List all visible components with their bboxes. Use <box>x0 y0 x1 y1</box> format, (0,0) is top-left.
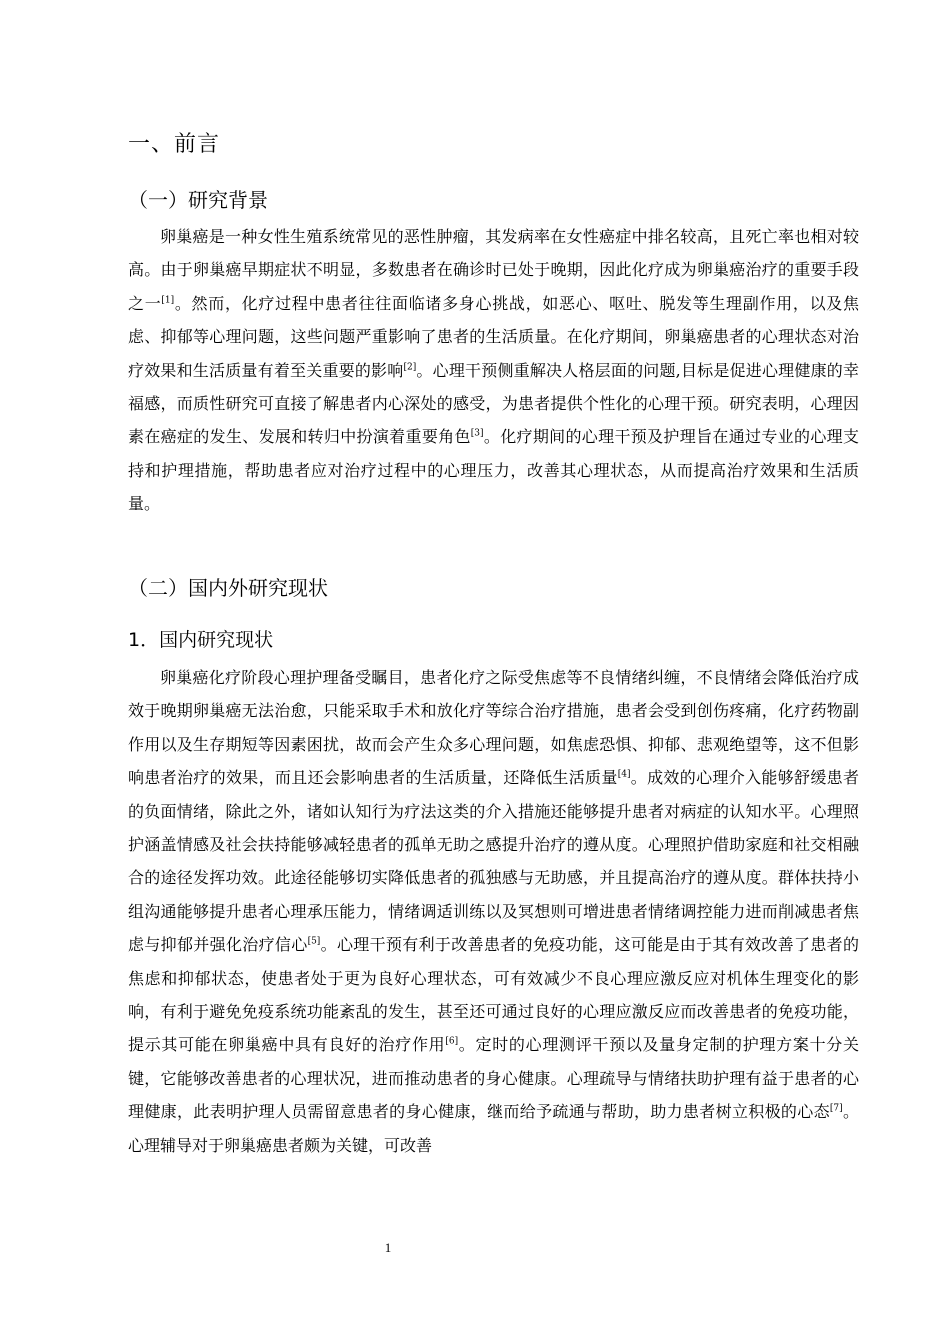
document-page <box>128 0 859 1344</box>
citation-ref: [5] <box>307 936 321 947</box>
page-number: 1 <box>384 1240 392 1255</box>
domestic-research-paragraph <box>128 661 859 1162</box>
citation-ref: [7] <box>829 1103 843 1114</box>
text-run: 。心理辅导对于卵巢癌患者颇为关键，可改善 <box>128 1102 859 1155</box>
chapter-heading: 一、前言 <box>128 132 221 157</box>
citation-ref: [2] <box>403 362 417 373</box>
citation-ref: [4] <box>617 769 631 780</box>
section-heading-background: （一）研究背景 <box>128 188 268 212</box>
section-heading-research-status: （二）国内外研究现状 <box>128 576 328 600</box>
subsection-heading-domestic: 1．国内研究现状 <box>128 629 274 651</box>
text-run: 。成效的心理介入能够舒缓患者的负面情绪，除此之外，诸如认知行为疗法这类的介入措施还能够提升患者对病症的认知水平。心理照护涵盖情感及社会扶持能够减轻患者的孤单无助之感提升治疗的遵从度。心理照护借助家庭和社交相融合的途径发挥功效。此途径能够切实降低患者的孤独感与无助感，并且提高治疗的遵从度。群体扶持小组沟通能够提升患者心理承压能力，情绪调适训练以及冥想则可增进患者情绪调控能力进而削减患者焦虑与抑郁并强化治疗信心 <box>128 768 859 955</box>
text-run: 卵巢癌化疗阶段心理护理备受瞩目，患者化疗之际受焦虑等不良情绪纠缠，不良情绪会降低治疗成效于晚期卵巢癌无法治愈，只能采取手术和放化疗等综合治疗措施，患者会受到创伤疼痛，化疗药物副作用以及生存期短等因素困扰，故而会产生众多心理问题，如焦虑恐惧、抑郁、悲观绝望等，这不但影响患者治疗的效果，而且还会影响患者的生活质量，还降低生活质量 <box>128 668 859 788</box>
text-run: 卵巢癌是一种女性生殖系统常见的恶性肿瘤，其发病率在女性癌症中排名较高，且死亡率也相对较高。由于卵巢癌早期症状不明显，多数患者在确诊时已处于晚期，因此化疗成为卵巢癌治疗的重要手段之一 <box>128 227 859 313</box>
citation-ref: [1] <box>161 295 175 306</box>
text-run: 。心理干预有利于改善患者的免疫功能，这可能是由于其有效改善了患者的焦虑和抑郁状态，使患者处于更为良好心理状态，可有效减少不良心理应激反应对机体生理变化的影响，有利于避免免疫系统功能紊乱的发生，甚至还可通过良好的心理应激反应而改善患者的免疫功能，提示其可能在卵巢癌中具有良好的治疗作用 <box>128 935 859 1055</box>
citation-ref: [6] <box>445 1037 459 1048</box>
text-run: 。然而，化疗过程中患者往往面临诸多身心挑战，如恶心、呕吐、脱发等生理副作用，以及焦虑、抑郁等心理问题，这些问题严重影响了患者的生活质量。在化疗期间，卵巢癌患者的心理状态对治疗效果和生活质量有着至关重要的影响 <box>128 293 859 380</box>
background-paragraph <box>128 220 859 521</box>
text-run: 。化疗期间的心理干预及护理旨在通过专业的心理支持和护理措施，帮助患者应对治疗过程中的心理压力，改善其心理状态，从而提高治疗效果和生活质量。 <box>128 427 859 514</box>
text-run: 。心理干预侧重解决人格层面的问题,目标是促进心理健康的幸福感，而质性研究可直接了解患者内心深处的感受，为患者提供个性化的心理干预。研究表明，心理因素在癌症的发生、发展和转归中扮演着重要角色 <box>128 360 859 447</box>
citation-ref: [3] <box>470 429 484 440</box>
text-run: 。定时的心理测评干预以及量身定制的护理方案十分关键，它能够改善患者的心理状况，进而推动患者的身心健康。心理疏导与情绪扶助护理有益于患者的心理健康，此表明护理人员需留意患者的身心健康，继而给予疏通与帮助，助力患者树立积极的心态 <box>128 1035 859 1122</box>
